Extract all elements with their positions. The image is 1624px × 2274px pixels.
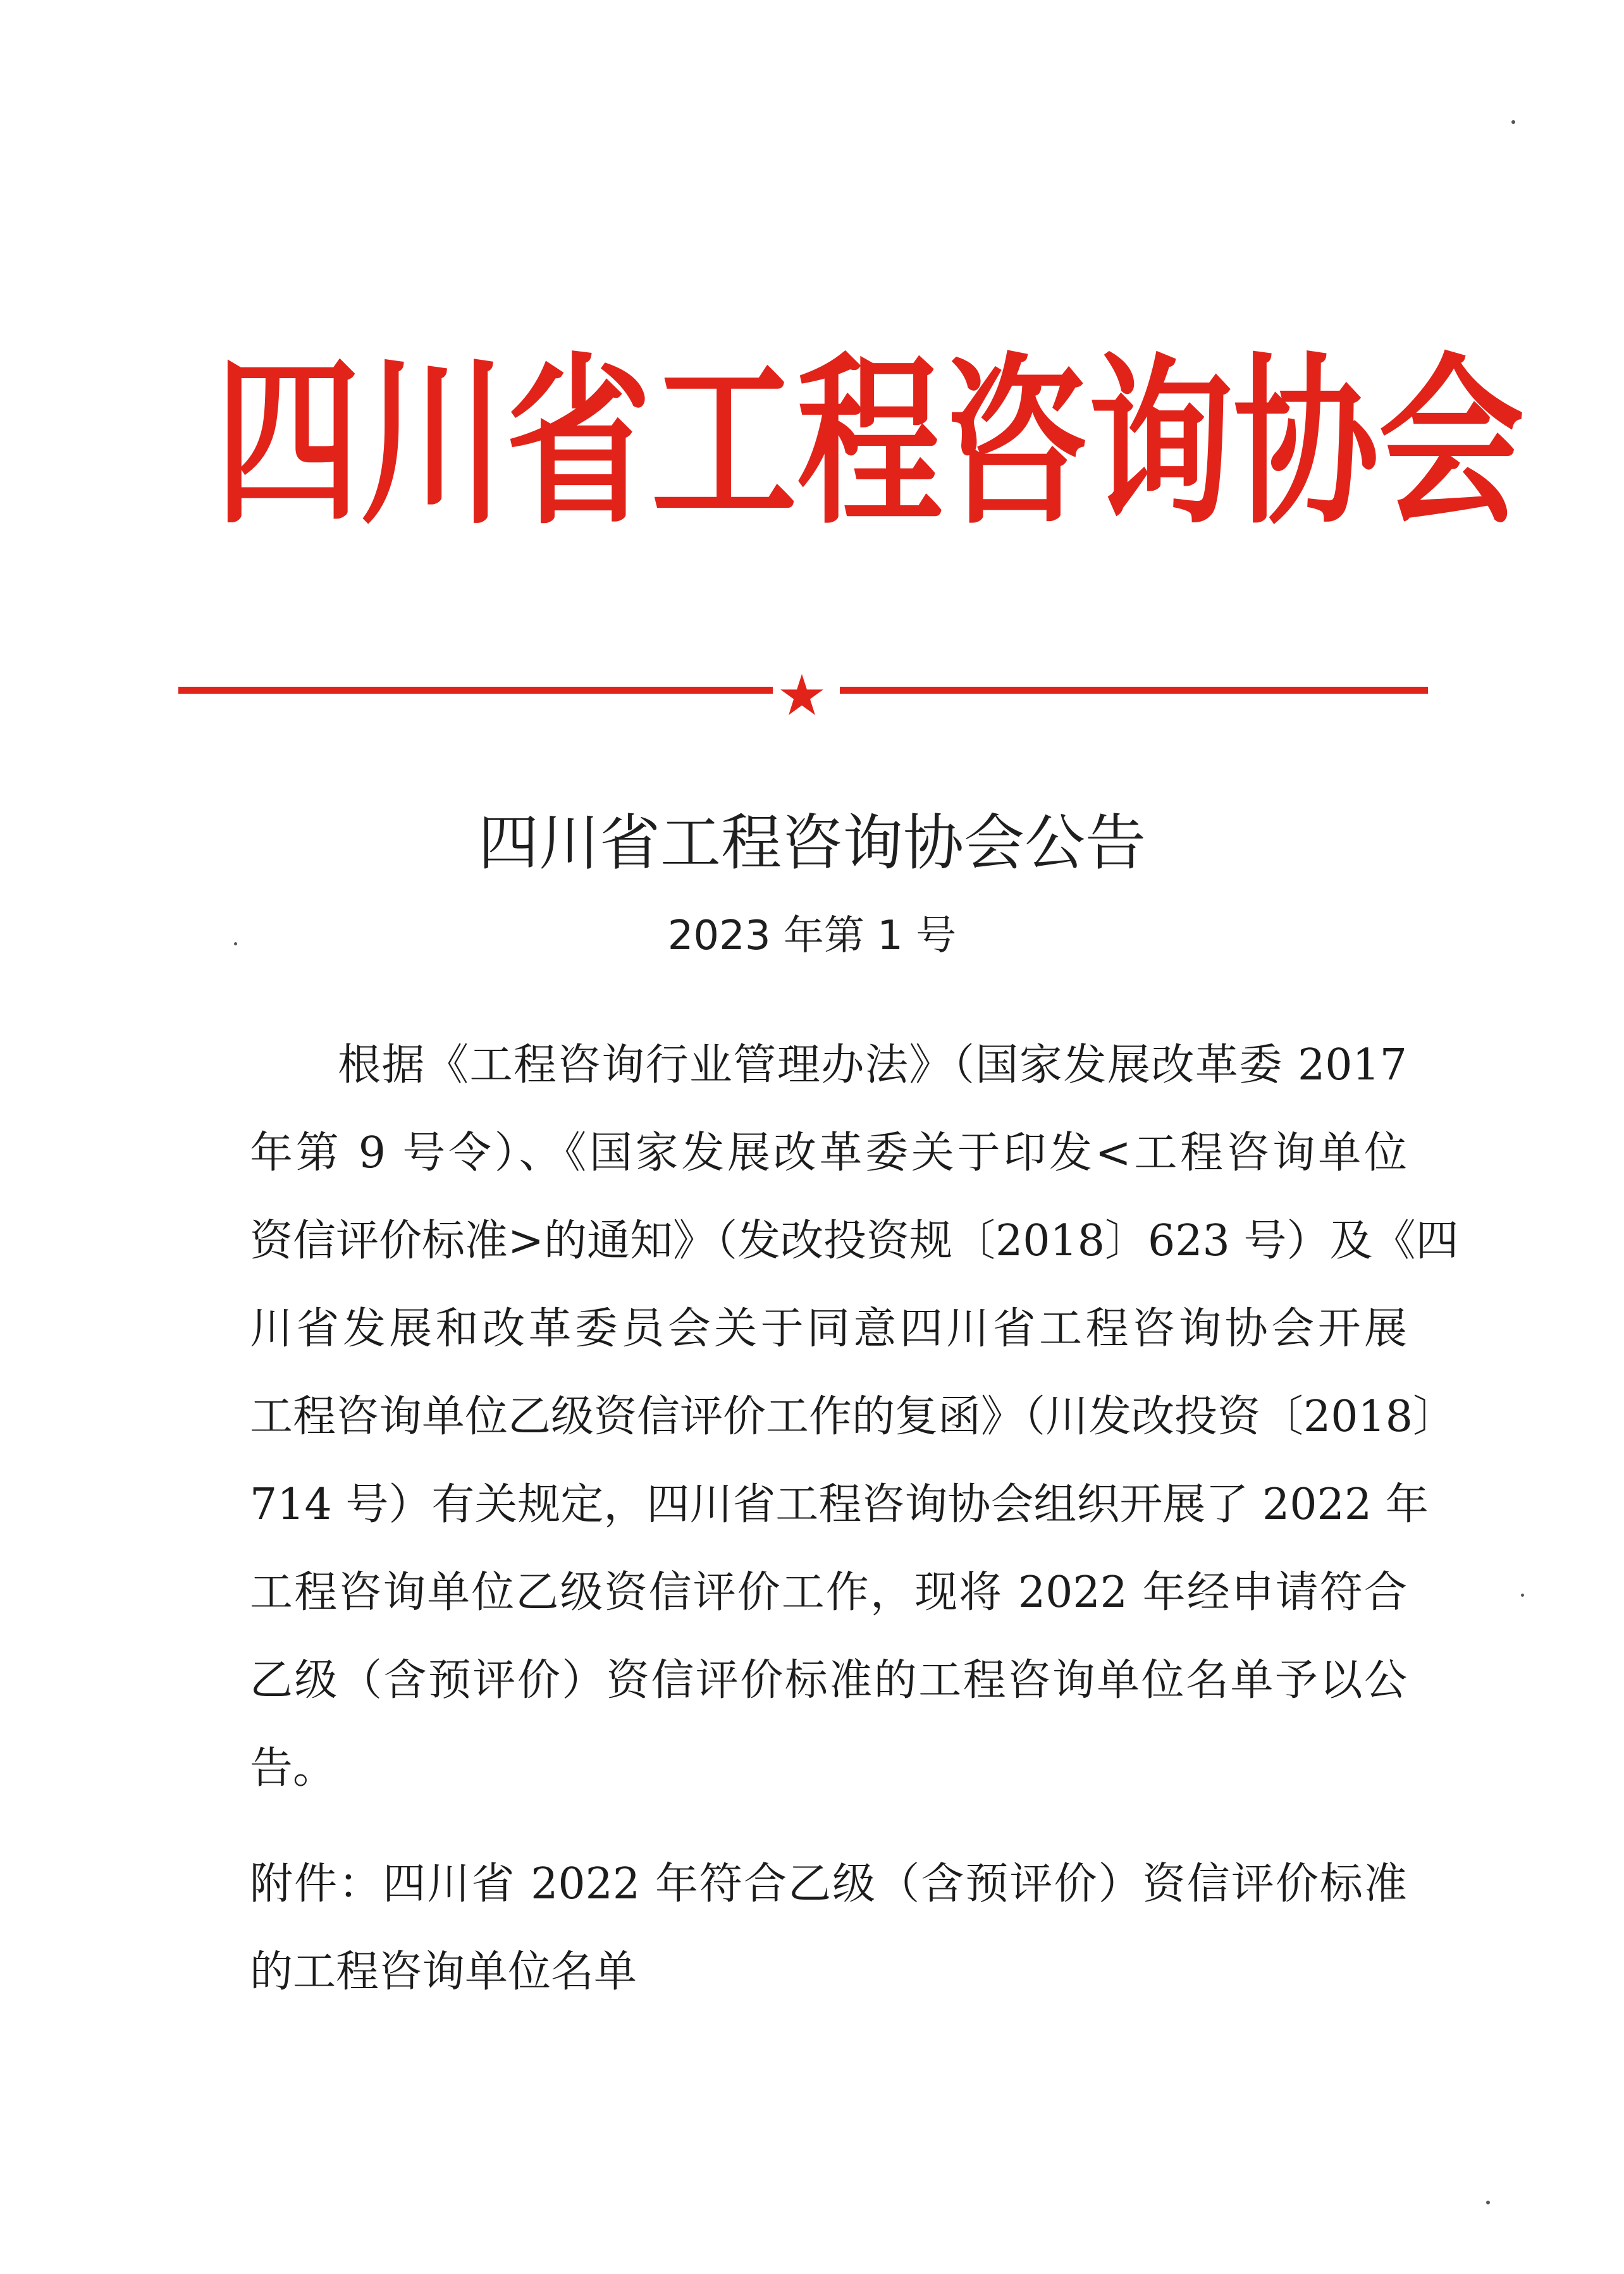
attachment-line: 的工程咨询单位名单 <box>250 1947 637 1997</box>
notice-body <box>250 1021 1459 1812</box>
scan-speck <box>1511 120 1515 124</box>
notice-number: 2023 年第 1 号 <box>667 913 957 959</box>
attachment-note <box>250 1840 1407 2016</box>
red-divider-left <box>178 687 773 694</box>
attachment-line: 附件：四川省 2022 年符合乙级（含预评价）资信评价标准 <box>250 1859 1407 1909</box>
body-line: 资信评价标准>的通知》（发改投资规〔2018〕623 号）及《四 <box>250 1216 1459 1266</box>
scan-speck <box>234 942 237 945</box>
body-line: 工程咨询单位乙级资信评价工作，现将 2022 年经申请符合 <box>250 1568 1407 1618</box>
red-divider-right <box>840 687 1428 694</box>
masthead-org-name: 四川省工程咨询协会 <box>215 336 1525 550</box>
body-line: 乙级（含预评价）资信评价标准的工程咨询单位名单予以公 <box>250 1656 1407 1706</box>
body-line: 告。 <box>250 1743 336 1793</box>
body-line: 川省发展和改革委员会关于同意四川省工程咨询协会开展 <box>250 1304 1407 1354</box>
body-line: 根据《工程咨询行业管理办法》（国家发展改革委 2017 <box>250 1040 1407 1090</box>
body-line: 年第 9 号令）、《国家发展改革委关于印发<工程咨询单位 <box>250 1128 1407 1178</box>
notice-title: 四川省工程咨询协会公告 <box>478 808 1146 878</box>
scan-speck <box>1521 1594 1524 1597</box>
body-line: 714 号）有关规定，四川省工程咨询协会组织开展了 2022 年 <box>250 1480 1429 1530</box>
scan-speck <box>1486 2201 1490 2204</box>
body-line: 工程咨询单位乙级资信评价工作的复函》（川发改投资〔2018〕 <box>250 1392 1456 1442</box>
star-icon <box>779 672 825 718</box>
